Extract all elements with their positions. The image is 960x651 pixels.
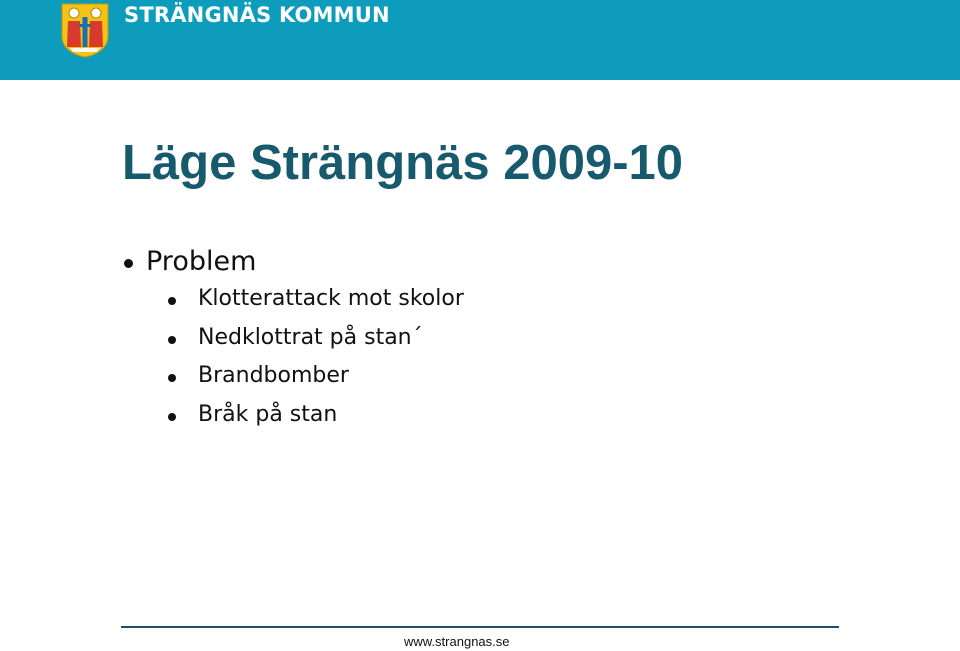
bullet-dot-icon (168, 297, 176, 305)
slide-title: Läge Strängnäs 2009-10 (122, 136, 684, 190)
sub-bullet-text: Bråk på stan (198, 401, 338, 427)
bullet-list (124, 244, 464, 434)
sub-bullet-text: Brandbomber (198, 363, 349, 388)
sub-bullet-item (146, 280, 464, 319)
bullet-dot-icon (168, 336, 176, 344)
bullet-dot-icon (168, 413, 176, 421)
bullet-item-problem (124, 244, 464, 434)
org-name: STRÄNGNÄS KOMMUN (124, 3, 390, 27)
sub-bullet-item (146, 396, 464, 435)
sub-bullet-item (146, 357, 464, 396)
sub-bullet-list (146, 280, 464, 434)
footer-divider (121, 626, 839, 628)
sub-bullet-text: Nedklottrat på stan´ (198, 324, 423, 350)
bullet-dot-icon (124, 259, 133, 268)
bullet-label: Problem (146, 246, 257, 277)
sub-bullet-text: Klotterattack mot skolor (198, 286, 464, 311)
footer-url: www.strangnas.se (404, 634, 510, 649)
coat-of-arms-icon (60, 2, 110, 58)
bullet-dot-icon (168, 374, 176, 382)
header-bar (0, 0, 960, 80)
sub-bullet-item (146, 319, 464, 358)
